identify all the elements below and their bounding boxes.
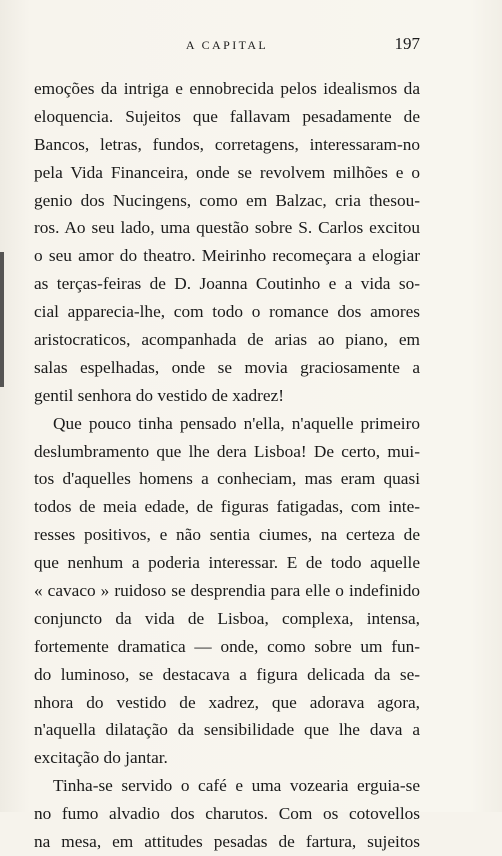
text-line: salas espelhadas, onde se movia graciosamente a: [34, 357, 420, 377]
text-line: fortemente dramatica — onde, como sobre um fun-: [34, 636, 420, 656]
text-line: todos de meia edade, de figuras fatigadas, com inte-: [34, 497, 420, 517]
binding-edge-mark: [0, 252, 4, 387]
text-line: no fumo alvadio dos charutos. Com os cotovellos: [34, 804, 420, 824]
text-line: deslumbramento que lhe dera Lisboa! De certo, mui-: [34, 441, 420, 461]
text-line: cial apparecia-lhe, com todo o romance dos amores: [34, 302, 420, 322]
body-text: [34, 75, 420, 856]
text-line: « cavaco » ruidoso se desprendia para elle o indefinido: [34, 581, 420, 601]
page-number: 197: [394, 34, 420, 53]
text-line: nhora do vestido de xadrez, que adorava agora,: [34, 692, 420, 712]
text-line: pela Vida Financeira, onde se revolvem milhões e o: [34, 162, 420, 182]
text-line: ros. Ao seu lado, uma questão sobre S. Carlos excitou: [34, 218, 420, 238]
text-line: resses positivos, e não sentia ciumes, na certeza de: [34, 525, 420, 545]
text-line: Tinha-se servido o café e uma vozearia erguia-se: [53, 776, 420, 796]
text-line: conjuncto da vida de Lisboa, complexa, intensa,: [34, 608, 420, 628]
text-line: Que pouco tinha pensado n'ella, n'aquelle primeiro: [53, 413, 420, 433]
text-line: as terças-feiras de D. Joanna Coutinho e a vida so-: [34, 274, 420, 294]
text-line: do luminoso, se destacava a figura delicada da se-: [34, 664, 420, 684]
running-header: [34, 34, 420, 58]
text-line: Bancos, letras, fundos, corretagens, interessaram-no: [34, 134, 420, 154]
running-title: A CAPITAL: [185, 38, 269, 52]
text-line: n'aquella dilatação da sensibilidade que lhe dava a: [34, 720, 420, 740]
text-line: emoções da intriga e ennobrecida pelos idealismos da: [34, 79, 420, 98]
text-line: na mesa, em attitudes pesadas de fartura, sujeitos: [34, 832, 420, 852]
text-line: excitação do jantar.: [34, 748, 168, 768]
text-line: que nenhum a poderia interessar. E de todo aquelle: [34, 553, 420, 573]
text-line: tos d'aquelles homens a conheciam, mas eram quasi: [34, 469, 420, 489]
text-line: o seu amor do theatro. Meirinho recomeçara a elogiar: [34, 246, 420, 266]
text-line: aristocraticos, acompanhada de arias ao piano, em: [34, 330, 420, 350]
text-line: genio dos Nucingens, como em Balzac, cria thesou-: [34, 190, 420, 210]
text-line: eloquencia. Sujeitos que fallavam pesadamente de: [34, 106, 420, 126]
text-line: gentil senhora do vestido de xadrez!: [34, 385, 285, 405]
